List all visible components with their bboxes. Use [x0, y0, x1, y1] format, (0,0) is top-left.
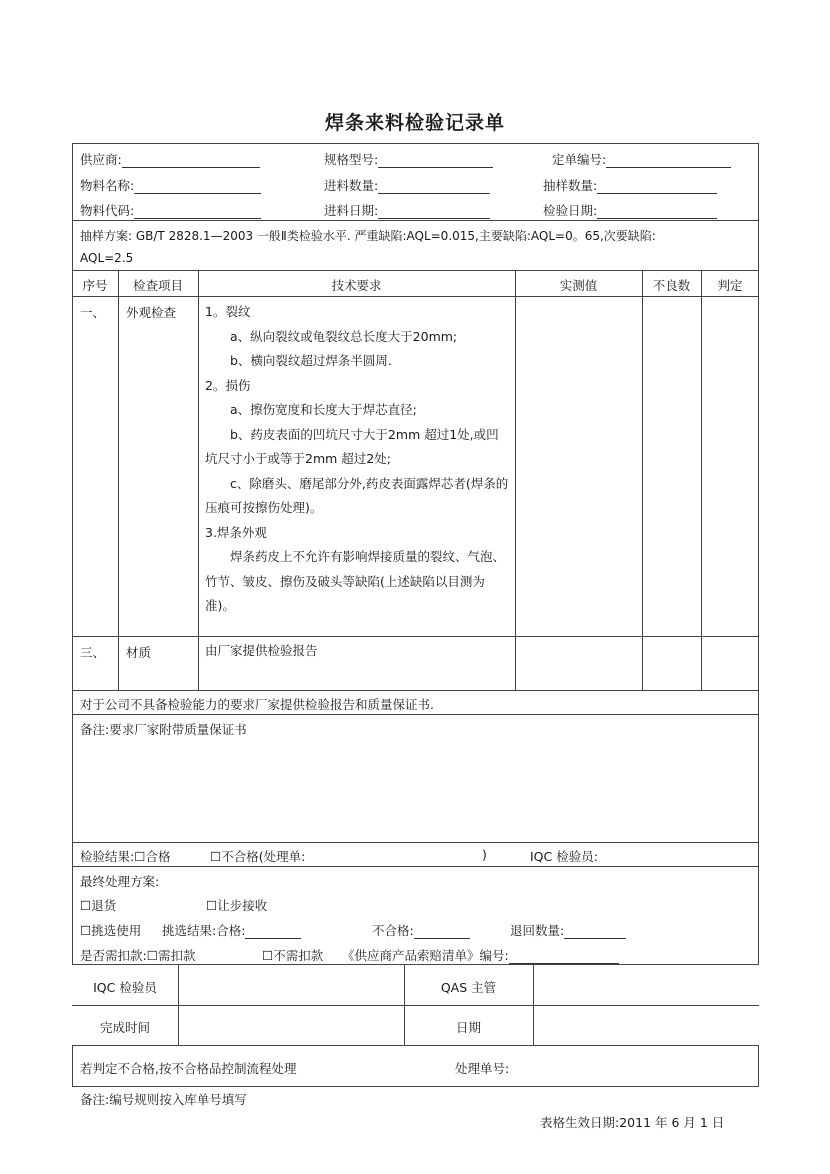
concession-checkbox[interactable]: ☐	[206, 898, 218, 913]
nonconform-rule: 若判定不合格,按不合格品控制流程处理	[80, 1061, 297, 1076]
row-no: 三、	[80, 645, 106, 660]
material-code-field[interactable]	[80, 201, 261, 219]
claim-field[interactable]	[342, 946, 619, 964]
fail-close-paren: )	[482, 847, 487, 862]
pass-label: 合格	[145, 849, 171, 864]
fail-option	[210, 847, 305, 865]
requirement-text: b、横向裂纹超过焊条半圆周.	[230, 353, 392, 368]
remark: 备注:要求厂家附带质量保证书	[80, 722, 247, 737]
order-no-field[interactable]	[552, 150, 731, 168]
col-divider	[178, 965, 179, 1046]
requirement-text: a、擦伤宽度和长度大于焊芯直径;	[230, 402, 417, 417]
final-label: 最终处理方案:	[80, 874, 160, 889]
company-note: 对于公司不具备检验能力的要求厂家提供检验报告和质量保证书.	[80, 697, 434, 712]
col-header-defects: 不良数	[652, 278, 691, 293]
iqc-inspector-label: IQC 检验员:	[530, 849, 598, 864]
sampling-plan-line1: 抽样方案: GB/T 2828.1—2003 一般Ⅱ类检验水平. 严重缺陷:AQL=0.015,主要缺陷:AQL=0。65,次要缺陷:	[80, 229, 656, 243]
spec-label: 规格型号:	[324, 152, 379, 167]
deduct-question: 是否需扣款:	[80, 948, 147, 963]
col-header-no: 序号	[82, 278, 108, 293]
no-deduct-label: 不需扣款	[273, 948, 324, 963]
divider	[72, 866, 759, 867]
result-label: 检验结果:	[80, 849, 135, 864]
requirement-text: b、药皮表面的凹坑尺寸大于2mm 超过1处,或凹坑尺寸小于或等于2mm 超过2处;	[205, 426, 499, 466]
divider	[72, 296, 759, 297]
page-title: 焊条来料检验记录单	[324, 112, 505, 134]
requirement-text: 由厂家提供检验报告	[205, 643, 318, 658]
pick-fail-field[interactable]	[372, 921, 470, 939]
divider	[72, 220, 759, 221]
sample-qty-field[interactable]	[543, 176, 717, 194]
inspection-result-row	[80, 847, 170, 865]
incoming-date-field[interactable]	[324, 201, 490, 219]
material-code-label: 物料代码:	[80, 203, 135, 218]
divider	[72, 690, 759, 691]
requirement-heading: 2。损伤	[205, 377, 251, 393]
col-divider	[198, 270, 199, 690]
iqc-label: IQC 检验员	[93, 980, 157, 995]
sample-qty-label: 抽样数量:	[543, 178, 598, 193]
deduct-label: 需扣款	[157, 948, 196, 963]
material-name-label: 物料名称:	[80, 178, 135, 193]
col-divider	[533, 965, 534, 1046]
divider	[72, 1005, 759, 1006]
row-no: 一、	[80, 305, 106, 320]
col-divider	[515, 270, 516, 690]
requirement-heading: 3.焊条外观	[205, 524, 267, 540]
order-no-label: 定单编号:	[552, 152, 607, 167]
pick-label: 挑选使用	[91, 923, 142, 938]
no-deduct-checkbox[interactable]: ☐	[262, 948, 274, 963]
return-checkbox[interactable]: ☐	[80, 898, 92, 913]
divider	[72, 714, 759, 715]
pick-fail-label: 不合格:	[372, 923, 414, 938]
incoming-qty-field[interactable]	[324, 176, 490, 194]
return-option	[80, 896, 116, 914]
inspect-date-field[interactable]	[543, 201, 717, 219]
done-time-label: 完成时间	[99, 1020, 150, 1035]
claim-label: 《供应商产品索赔清单》编号:	[342, 948, 509, 963]
col-header-judgement: 判定	[717, 278, 743, 293]
spec-field[interactable]	[324, 150, 493, 168]
requirement-text: 焊条药皮上不允许有影响焊接质量的裂纹、气泡、竹节、皱皮、擦伤及破头等缺陷(上述缺陷以目测为准)。	[205, 549, 506, 613]
requirement-heading: 1。裂纹	[205, 304, 251, 319]
row-item: 材质	[126, 645, 152, 660]
effective-date: 表格生效日期:2011 年 6 月 1 日	[540, 1115, 725, 1130]
row-item: 外观检查	[126, 305, 177, 320]
fail-label: 不合格(处理单:	[221, 849, 306, 864]
handle-no-label: 处理单号:	[455, 1061, 510, 1076]
no-deduct-option	[262, 946, 323, 964]
pick-checkbox[interactable]: ☐	[80, 923, 92, 938]
incoming-qty-label: 进料数量:	[324, 178, 379, 193]
deduct-checkbox[interactable]: ☐	[146, 948, 158, 963]
return-qty-label: 退回数量:	[510, 923, 565, 938]
divider	[72, 842, 759, 843]
pick-option	[80, 921, 141, 939]
divider	[72, 636, 759, 637]
sampling-plan-line2: AQL=2.5	[80, 251, 134, 265]
incoming-date-label: 进料日期:	[324, 203, 379, 218]
col-header-measured: 实测值	[559, 278, 598, 293]
return-qty-field[interactable]	[510, 921, 626, 939]
material-name-field[interactable]	[80, 176, 261, 194]
concession-option	[206, 896, 267, 914]
requirement-text: a、纵向裂纹或龟裂纹总长度大于20mm;	[230, 328, 458, 344]
bottom-note: 备注:编号规则按入库单号填写	[80, 1092, 247, 1107]
col-divider	[701, 270, 702, 690]
requirement-list	[205, 300, 510, 619]
supplier-label: 供应商:	[80, 152, 122, 167]
col-divider	[642, 270, 643, 690]
requirement-text: c、除磨头、磨尾部分外,药皮表面露焊芯者(焊条的压痕可按擦伤处理)。	[205, 475, 509, 515]
return-label: 退货	[91, 898, 117, 913]
inspect-date-label: 检验日期:	[543, 203, 598, 218]
supplier-field[interactable]	[80, 150, 260, 168]
pass-checkbox[interactable]: ☐	[134, 849, 146, 864]
col-header-item: 检查项目	[132, 278, 183, 293]
divider	[72, 270, 759, 271]
col-divider	[118, 270, 119, 690]
pick-result-label: 挑选结果:合格:	[162, 923, 246, 938]
fail-checkbox[interactable]: ☐	[210, 849, 222, 864]
concession-label: 让步接收	[217, 898, 268, 913]
date-label: 日期	[455, 1020, 481, 1035]
deduct-row	[80, 946, 195, 964]
qas-label: QAS 主管	[440, 980, 497, 995]
col-header-requirement: 技术要求	[331, 278, 382, 293]
pick-result-field[interactable]	[162, 921, 301, 939]
